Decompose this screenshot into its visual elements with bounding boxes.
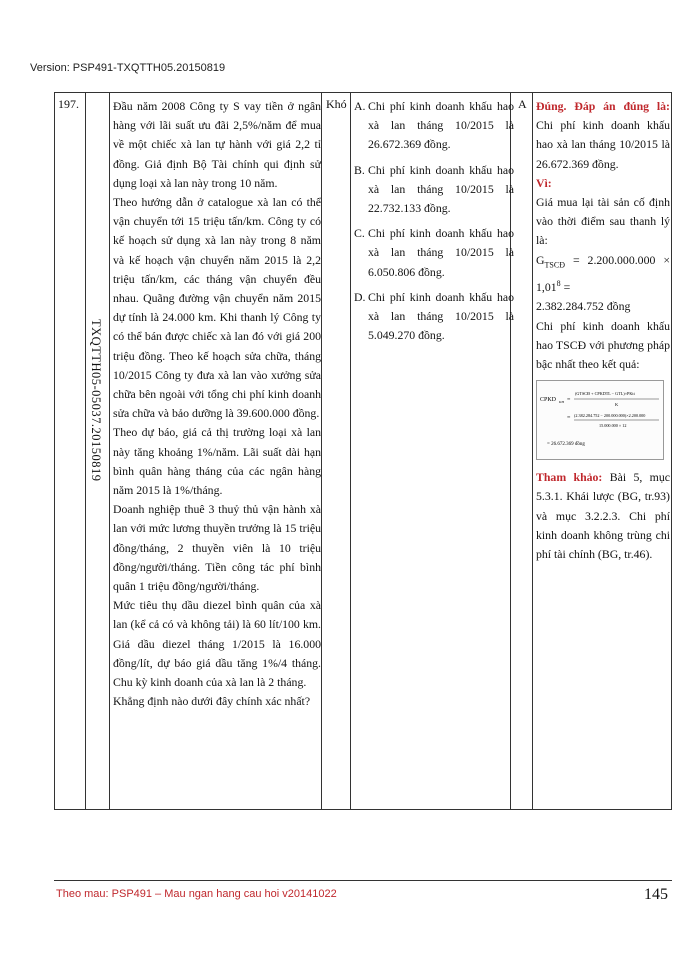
why-label: Vì: (536, 175, 552, 190)
option-label: C. (354, 226, 365, 241)
formula-equals: = (567, 397, 571, 404)
g-rest: = 2.200.000.000 × 1,01 (536, 252, 670, 295)
column-divider (532, 93, 533, 809)
footer-template-label: Theo mau: PSP491 – Mau ngan hang cau hoi v20141022 (56, 888, 337, 900)
reference-label: Tham khảo: (536, 470, 603, 485)
explanation (536, 97, 670, 564)
formula-denominator-values: 15.000.000 × 12 (599, 423, 627, 429)
g-symbol: G (536, 252, 545, 267)
column-divider (350, 93, 351, 809)
explain-line: Giá mua lại tài sản cố định vào thời điểm sau thanh lý là: (536, 195, 670, 248)
option-text: Chi phí kinh doanh khấu hao xà lan tháng 10/2015 là 26.672.369 đồng. (368, 99, 514, 152)
stem-paragraph: Theo hướng dẫn ở catalogue xà lan có thể vận chuyển tới 15 triệu tấn/km. Công ty có kế hoạch sử dụng xà lan này trong 8 năm và kế hoạch vận chuyển năm 2015 là 2,2 triệu tấn/km, các tháng vận chuyển đều nhau. Quãng đường vận chuyển năm 2015 dự tính là 24.000 km. Khi thanh lý Công ty có thể bán được chiếc xà lan đó với giá 200 triệu đồng. Theo kế hoạch sửa chữa, tháng 10/2015 Công ty đưa xà lan vào xưởng sửa chữa bên ngoài với tổng chi phí kinh doanh sửa chữa và bảo dưỡng là 39.600.000 đồng. (113, 195, 321, 421)
g-subscript: TSCĐ (544, 259, 565, 269)
explain-line: Chi phí kinh doanh khấu hao TSCĐ với phương pháp bậc nhất theo kết quả: (536, 318, 670, 371)
question-code: TXQTTH05-05037.20150819 (89, 319, 103, 482)
page-number: 145 (644, 886, 668, 903)
option-c (354, 224, 514, 282)
correct-label: Đúng. Đáp án đúng là: (536, 99, 670, 113)
option-label: D. (354, 289, 366, 304)
correct-text: Chi phí kinh doanh khấu hao xà lan tháng 10/2015 là 26.672.369 đồng. (536, 118, 670, 171)
formula-result: = 26.672.369 đồng (547, 442, 585, 448)
stem-paragraph: Khẳng định nào dưới đây chính xác nhất? (113, 694, 311, 709)
g-tail: = (560, 280, 571, 295)
formula-image (536, 380, 664, 460)
option-d (354, 288, 514, 346)
option-text: Chi phí kinh doanh khấu hao xà lan tháng 10/2015 là 22.732.133 đồng. (368, 162, 514, 216)
column-divider (321, 93, 322, 809)
formula-lhs-sub: KH (559, 400, 565, 405)
formula-lhs: CPKD (540, 397, 557, 404)
footer-rule (54, 880, 672, 881)
option-text: Chi phí kinh doanh khấu hao xà lan tháng 10/2015 là 5.049.270 đồng. (368, 289, 514, 343)
correct-statement (536, 97, 670, 174)
answer-options (354, 97, 514, 351)
option-label: B. (354, 162, 365, 177)
question-table (54, 92, 672, 810)
formula-graphic (537, 381, 663, 459)
option-text: Chi phí kinh doanh khấu hao xà lan tháng 10/2015 là 6.050.806 đồng. (368, 226, 514, 279)
formula-denominator: K (615, 402, 619, 408)
reference (536, 468, 670, 564)
option-b (354, 161, 514, 219)
version-label: Version: PSP491-TXQTTH05.20150819 (30, 62, 226, 74)
g-tscd-value: 2.382.284.752 đồng (536, 299, 631, 314)
difficulty-level: Khó (326, 97, 347, 111)
formula-numerator-values: (2.382.284.752 − 200.000.000)×2.200.000 (574, 413, 646, 419)
column-divider (85, 93, 86, 809)
formula-equals: = (567, 415, 571, 422)
stem-paragraph: Doanh nghiệp thuê 3 thuỷ thủ vận hành xà lan với mức lương thuyền trưởng là 15 triệu đồng/tháng, 2 thuyền viên là 10 triệu đồng/người/tháng. Tiền công tác phí bình quân 1 triệu đồng/người/tháng. (113, 502, 321, 594)
why-heading (536, 174, 670, 193)
option-a (354, 97, 514, 155)
stem-paragraph: Theo dự báo, giá cả thị trường loại xà lan này tăng khoảng 1%/năm. Lãi suất dài hạn bình quân hàng tháng của các ngân hàng năm 2015 là 1%/tháng. (113, 425, 321, 498)
question-stem (113, 97, 321, 712)
g-superscript: 8 (556, 279, 561, 289)
stem-paragraph: Đầu năm 2008 Công ty S vay tiền ở ngân hàng với lãi suất ưu đãi 2,5%/năm để mua về một chiếc xà lan tự hành với giá 2,2 tỉ đồng. Giả định Bộ Tài chính qui định sử dụng loại xà lan này trong 10 năm. (113, 99, 321, 190)
question-number: 197. (58, 97, 79, 111)
formula-numerator: (GTSCĐ + CPKDTL − GTL)×PKtt (575, 391, 635, 397)
correct-answer: A (518, 97, 527, 111)
stem-paragraph: Mức tiêu thụ dầu diezel bình quân của xà lan (kể cả có và không tải) là 60 lít/100 km. Giá dầu diezel tháng 1/2015 là 16.000 đồng/lít, dự báo giá dầu tăng 1%/4 tháng. Chu kỳ kinh doanh của xà lan là 2 tháng. (113, 598, 321, 690)
reference-text: Bài 5, mục 5.3.1. Khái lược (BG, tr.93) và mục 3.2.2.3. Chi phí kinh doanh không trùng chi phí tài chính (BG, tr.46). (536, 470, 670, 561)
column-divider (109, 93, 110, 809)
option-label: A. (354, 99, 366, 113)
g-tscd-line (536, 251, 670, 298)
